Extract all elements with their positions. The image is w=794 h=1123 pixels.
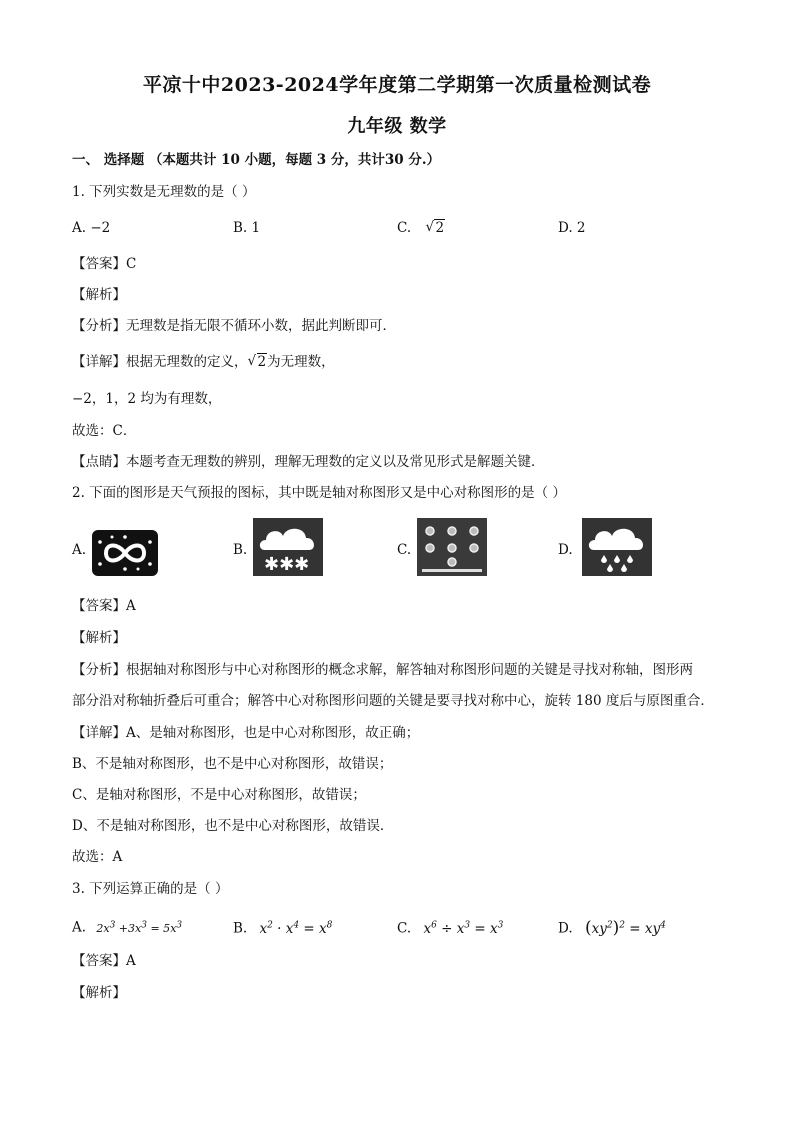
q3-option-b	[233, 915, 332, 939]
q3-analysis-label: 【解析】	[72, 985, 126, 1001]
q3-option-d-formula: $(xy^2)^2 = xy^4$	[584, 917, 666, 938]
q3-option-c-label: C.	[397, 920, 412, 937]
q1-dianjing: 【点睛】本题考查无理数的辨别，理解无理数的定义以及常见形式是解题关键．	[72, 454, 545, 470]
q1-answer: 【答案】C	[72, 256, 137, 272]
q2-option-d-label: D.	[558, 542, 573, 558]
q3-option-c	[397, 915, 503, 939]
exam-subtitle: 九年级 数学	[347, 116, 447, 137]
q2-answer: 【答案】A	[72, 598, 136, 614]
q2-fenxi-1: 【分析】根据轴对称图形与中心对称图形的概念求解，解答轴对称图形问题的关键是寻找对称轴，图形两	[72, 662, 693, 678]
q2-detail-c: C、是轴对称图形，不是中心对称图形，故错误；	[72, 787, 366, 803]
q2-stem: 2. 下面的图形是天气预报的图标，其中既是轴对称图形又是中心对称图形的是（ ）	[72, 485, 566, 501]
q1-analysis-label: 【解析】	[72, 287, 126, 303]
snow-cloud-icon	[253, 518, 323, 576]
q1-option-d: D. 2	[558, 220, 586, 236]
infinity-weather-icon	[90, 524, 160, 582]
svg-text:✱✱✱: ✱✱✱	[264, 554, 310, 575]
q3-option-b-formula: $x^2 \cdot x^4 = x^8$	[259, 920, 333, 937]
q1-option-b: B. 1	[233, 220, 261, 236]
q2-option-a-label: A.	[72, 542, 87, 558]
q1-stem: 1. 下列实数是无理数的是（ ）	[72, 184, 256, 200]
q1-choice: 故选：C．	[72, 423, 137, 439]
exam-title: 平凉十中2023-2024学年度第二学期第一次质量检测试卷	[142, 74, 652, 96]
q2-detail-d: D、不是轴对称图形，也不是中心对称图形，故错误．	[72, 818, 394, 834]
section-heading: 一、 选择题 （本题共计 10 小题，每题 3 分，共计30 分.）	[72, 152, 441, 168]
q3-stem: 3. 下列运算正确的是（ ）	[72, 881, 229, 897]
q2-detail-b: B、不是轴对称图形，也不是中心对称图形，故错误；	[72, 756, 393, 772]
q1-xiangjie-b: 为无理数，	[267, 354, 335, 370]
q3-option-c-formula: $x^6 \div x^3 = x^3$	[423, 920, 504, 937]
q3-option-d	[558, 915, 666, 939]
q2-fenxi-2: 部分沿对称轴折叠后可重合；解答中心对称图形问题的关键是要寻找对称中心，旋转 180 度后与原图重合．	[72, 693, 714, 709]
dots-grid-icon	[417, 518, 487, 576]
q1-option-c-radicand: 2	[435, 220, 445, 236]
q3-option-d-label: D.	[558, 920, 573, 937]
q2-analysis-label: 【解析】	[72, 630, 126, 646]
q2-option-b-label: B.	[233, 542, 248, 558]
q3-option-b-label: B.	[233, 920, 248, 937]
q3-answer: 【答案】A	[72, 953, 136, 969]
rain-cloud-icon	[582, 518, 652, 576]
q1-fenxi: 【分析】无理数是指无限不循环小数，据此判断即可．	[72, 318, 396, 334]
q1-option-a: A. −2	[72, 220, 111, 236]
q1-rational: −2，1，2 均为有理数，	[72, 391, 222, 407]
q1-option-c-label: C.	[397, 220, 412, 236]
sqrt-icon	[425, 218, 445, 238]
q1-xiangjie-a: 【详解】根据无理数的定义，	[72, 354, 248, 370]
sqrt-icon	[248, 352, 268, 372]
q1-xiangjie-radicand: 2	[257, 354, 267, 370]
q3-option-a	[72, 915, 182, 939]
q2-detail-a: 【详解】A、是轴对称图形，也是中心对称图形，故正确；	[72, 725, 420, 741]
q2-choice: 故选：A	[72, 849, 123, 865]
q3-option-a-formula: $2x^3 +3x^3 = 5x^3$	[96, 920, 183, 935]
q2-option-c-label: C.	[397, 542, 412, 558]
q1-option-c	[397, 218, 445, 238]
q3-option-a-label: A.	[72, 919, 87, 936]
q1-xiangjie	[72, 352, 335, 372]
